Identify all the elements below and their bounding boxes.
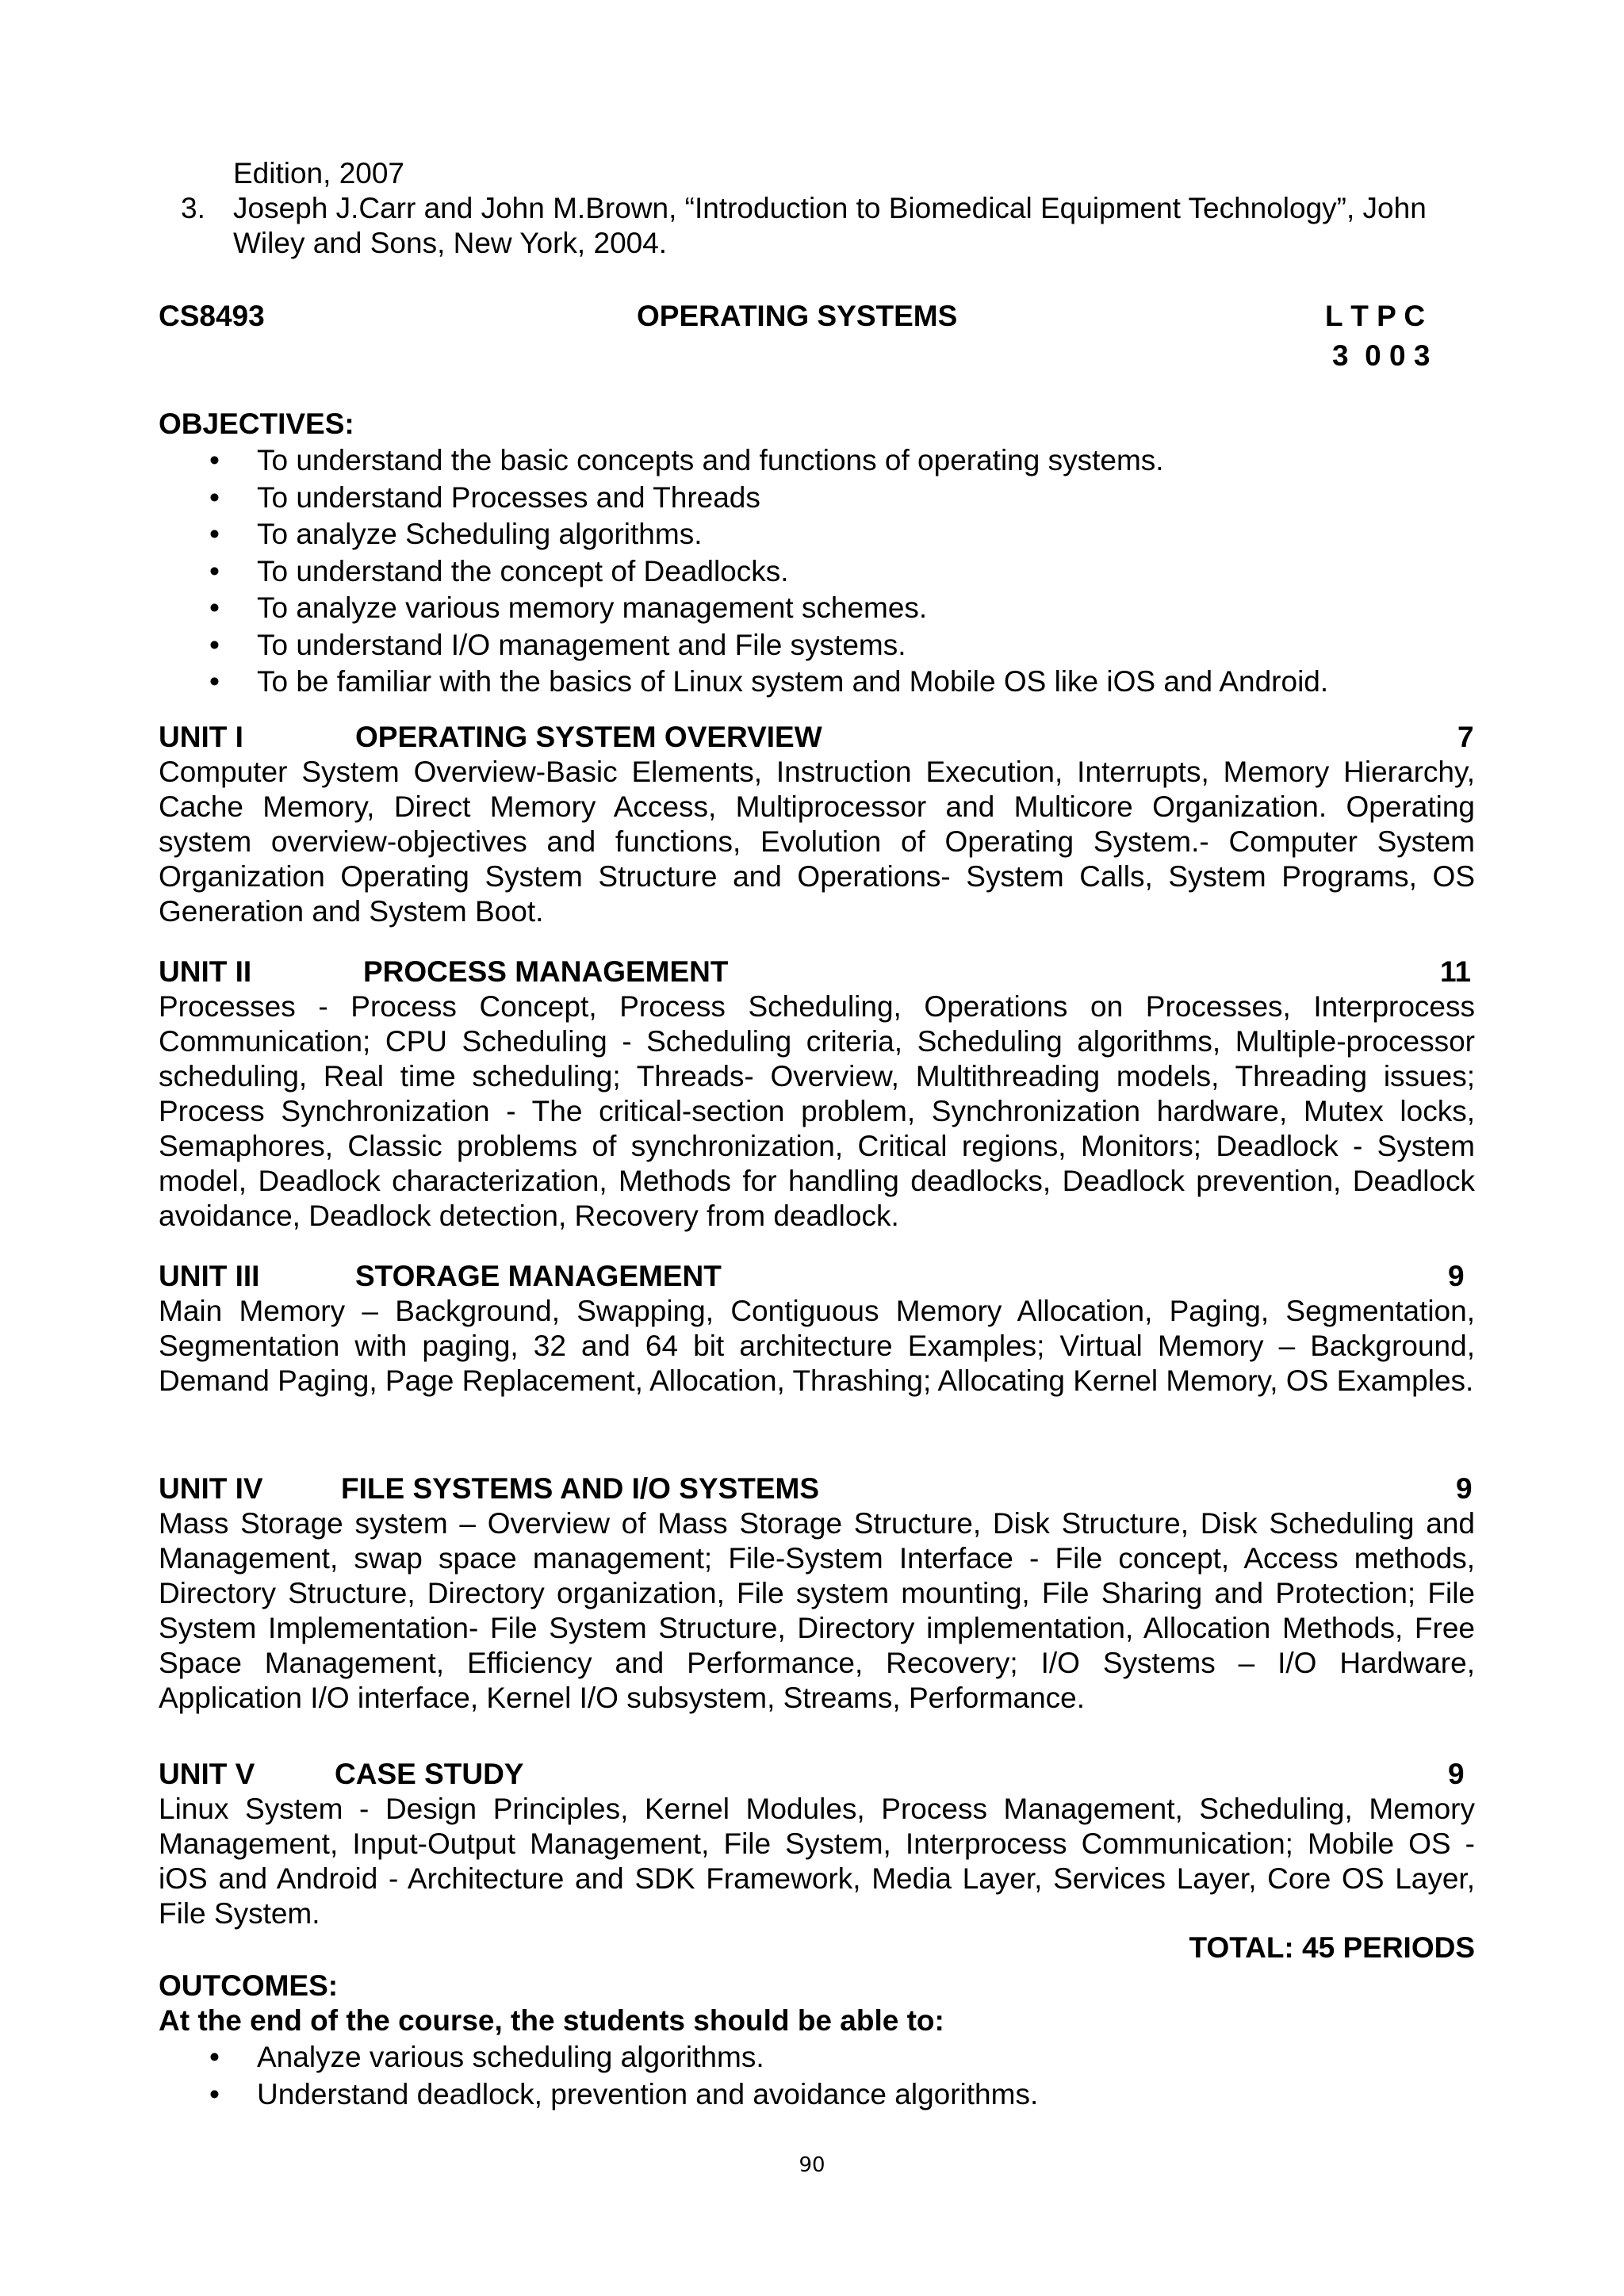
unit-hours: 11 <box>1440 955 1472 988</box>
page-number: 90 <box>799 2153 825 2177</box>
unit-heading <box>159 1471 1475 1506</box>
unit-body: Computer System Overview-Basic Elements, Instruction Execution, Interrupts, Memory Hierarchy, Cache Memory, Direct Memory Access, Multiprocessor and Multicore Organization. Operating system overview-objectives and functions, Evolution of Operating System.- Computer System Organization Operating System Structure and Operations- System Calls, System Programs, OS Generation and System Boot. <box>159 756 1475 928</box>
unit-label: UNIT II <box>159 955 252 988</box>
objectives-heading: OBJECTIVES: <box>159 408 354 440</box>
course-code: CS8493 <box>159 300 265 332</box>
unit-label: UNIT V <box>159 1758 255 1790</box>
bullet-icon: • <box>209 591 220 624</box>
unit-body: Processes - Process Concept, Process Scheduling, Operations on Processes, Interprocess Communication; CPU Scheduling - Scheduling criteria, Scheduling algorithms, Multiple-processor scheduling, Real time scheduling; Threads- Overview, Multithreading models, Threading issues; Process Synchronization - The critical-section problem, Synchronization hardware, Mutex locks, Semaphores, Classic problems of synchronization, Critical regions, Monitors; Deadlock - System model, Deadlock characterization, Methods for handling deadlocks, Deadlock prevention, Deadlock avoidance, Deadlock detection, Recovery from deadlock. <box>159 990 1475 1232</box>
list-item <box>208 2039 1038 2076</box>
reference-item-line: Wiley and Sons, New York, 2004. <box>233 227 668 259</box>
list-item <box>208 516 1328 553</box>
objective-text: To understand the concept of Deadlocks. <box>257 554 789 587</box>
course-title: OPERATING SYSTEMS <box>637 300 958 332</box>
bullet-icon: • <box>209 444 220 476</box>
list-item <box>208 664 1328 701</box>
bullet-icon: • <box>209 518 220 550</box>
unit-title: CASE STUDY <box>335 1758 524 1790</box>
unit-body: Linux System - Design Principles, Kernel Modules, Process Management, Scheduling, Memory Management, Input-Output Management, File System, Interprocess Communication; Mobile OS - iOS and Android - Architecture and SDK Framework, Media Layer, Services Layer, Core OS Layer, File System. <box>159 1793 1475 1930</box>
bullet-icon: • <box>209 2077 220 2110</box>
ltpc-label: L T P C <box>1325 300 1426 332</box>
bullet-icon: • <box>209 628 220 661</box>
outcomes-heading: OUTCOMES: <box>159 1969 339 2002</box>
unit-hours: 7 <box>1457 721 1474 753</box>
total-periods: TOTAL: 45 PERIODS <box>1189 1931 1475 1964</box>
objectives-list <box>208 442 1328 701</box>
unit-title: OPERATING SYSTEM OVERVIEW <box>355 721 822 753</box>
outcomes-intro: At the end of the course, the students should be able to: <box>159 2004 944 2037</box>
unit-body: Mass Storage system – Overview of Mass Storage Structure, Disk Structure, Disk Scheduling and Management, swap space management; File-System Interface - File concept, Access methods, Directory Structure, Directory organization, File system mounting, File Sharing and Protection; File System Implementation- File System Structure, Directory implementation, Allocation Methods, Free Space Management, Efficiency and Performance, Recovery; I/O Systems – I/O Hardware, Application I/O interface, Kernel I/O subsystem, Streams, Performance. <box>159 1507 1475 1714</box>
reference-continuation: Edition, 2007 <box>233 157 405 189</box>
unit-label: UNIT IV <box>159 1472 263 1505</box>
unit-hours: 9 <box>1456 1472 1473 1505</box>
unit-label: UNIT I <box>159 721 243 753</box>
objective-text: To understand the basic concepts and functions of operating systems. <box>257 444 1164 476</box>
unit-heading <box>159 955 1475 989</box>
unit-heading <box>159 720 1475 755</box>
unit-hours: 9 <box>1448 1758 1465 1790</box>
outcome-text: Understand deadlock, prevention and avoidance algorithms. <box>257 2077 1039 2110</box>
reference-item-line: Joseph J.Carr and John M.Brown, “Introduction to Biomedical Equipment Technology”, John <box>233 192 1427 224</box>
objective-text: To analyze various memory management schemes. <box>257 591 928 624</box>
unit-title: STORAGE MANAGEMENT <box>355 1260 722 1292</box>
unit-hours: 9 <box>1448 1260 1465 1292</box>
unit-heading <box>159 1259 1475 1294</box>
unit-body: Main Memory – Background, Swapping, Contiguous Memory Allocation, Paging, Segmentation, Segmentation with paging, 32 and 64 bit architecture Examples; Virtual Memory – Background, Demand Paging, Page Replacement, Allocation, Thrashing; Allocating Kernel Memory, OS Examples. <box>159 1295 1475 1397</box>
bullet-icon: • <box>209 665 220 698</box>
bullet-icon: • <box>209 2041 220 2073</box>
objective-text: To understand Processes and Threads <box>257 480 760 514</box>
objective-text: To be familiar with the basics of Linux system and Mobile OS like iOS and Android. <box>257 665 1329 698</box>
list-item <box>208 480 1328 517</box>
list-item <box>208 2076 1038 2114</box>
list-item <box>208 627 1328 664</box>
bullet-icon: • <box>209 480 220 514</box>
list-item <box>208 442 1328 480</box>
reference-number: 3. <box>181 192 205 224</box>
unit-label: UNIT III <box>159 1260 260 1292</box>
outcomes-list <box>208 2039 1038 2113</box>
unit-title: PROCESS MANAGEMENT <box>363 955 729 988</box>
ltpc-values: 3 0 0 3 <box>1332 339 1431 372</box>
outcome-text: Analyze various scheduling algorithms. <box>257 2041 764 2073</box>
bullet-icon: • <box>209 554 220 587</box>
list-item <box>208 590 1328 627</box>
list-item <box>208 553 1328 591</box>
unit-title: FILE SYSTEMS AND I/O SYSTEMS <box>341 1472 820 1505</box>
objective-text: To understand I/O management and File systems. <box>257 628 906 661</box>
unit-heading <box>159 1757 1475 1792</box>
objective-text: To analyze Scheduling algorithms. <box>257 518 703 550</box>
